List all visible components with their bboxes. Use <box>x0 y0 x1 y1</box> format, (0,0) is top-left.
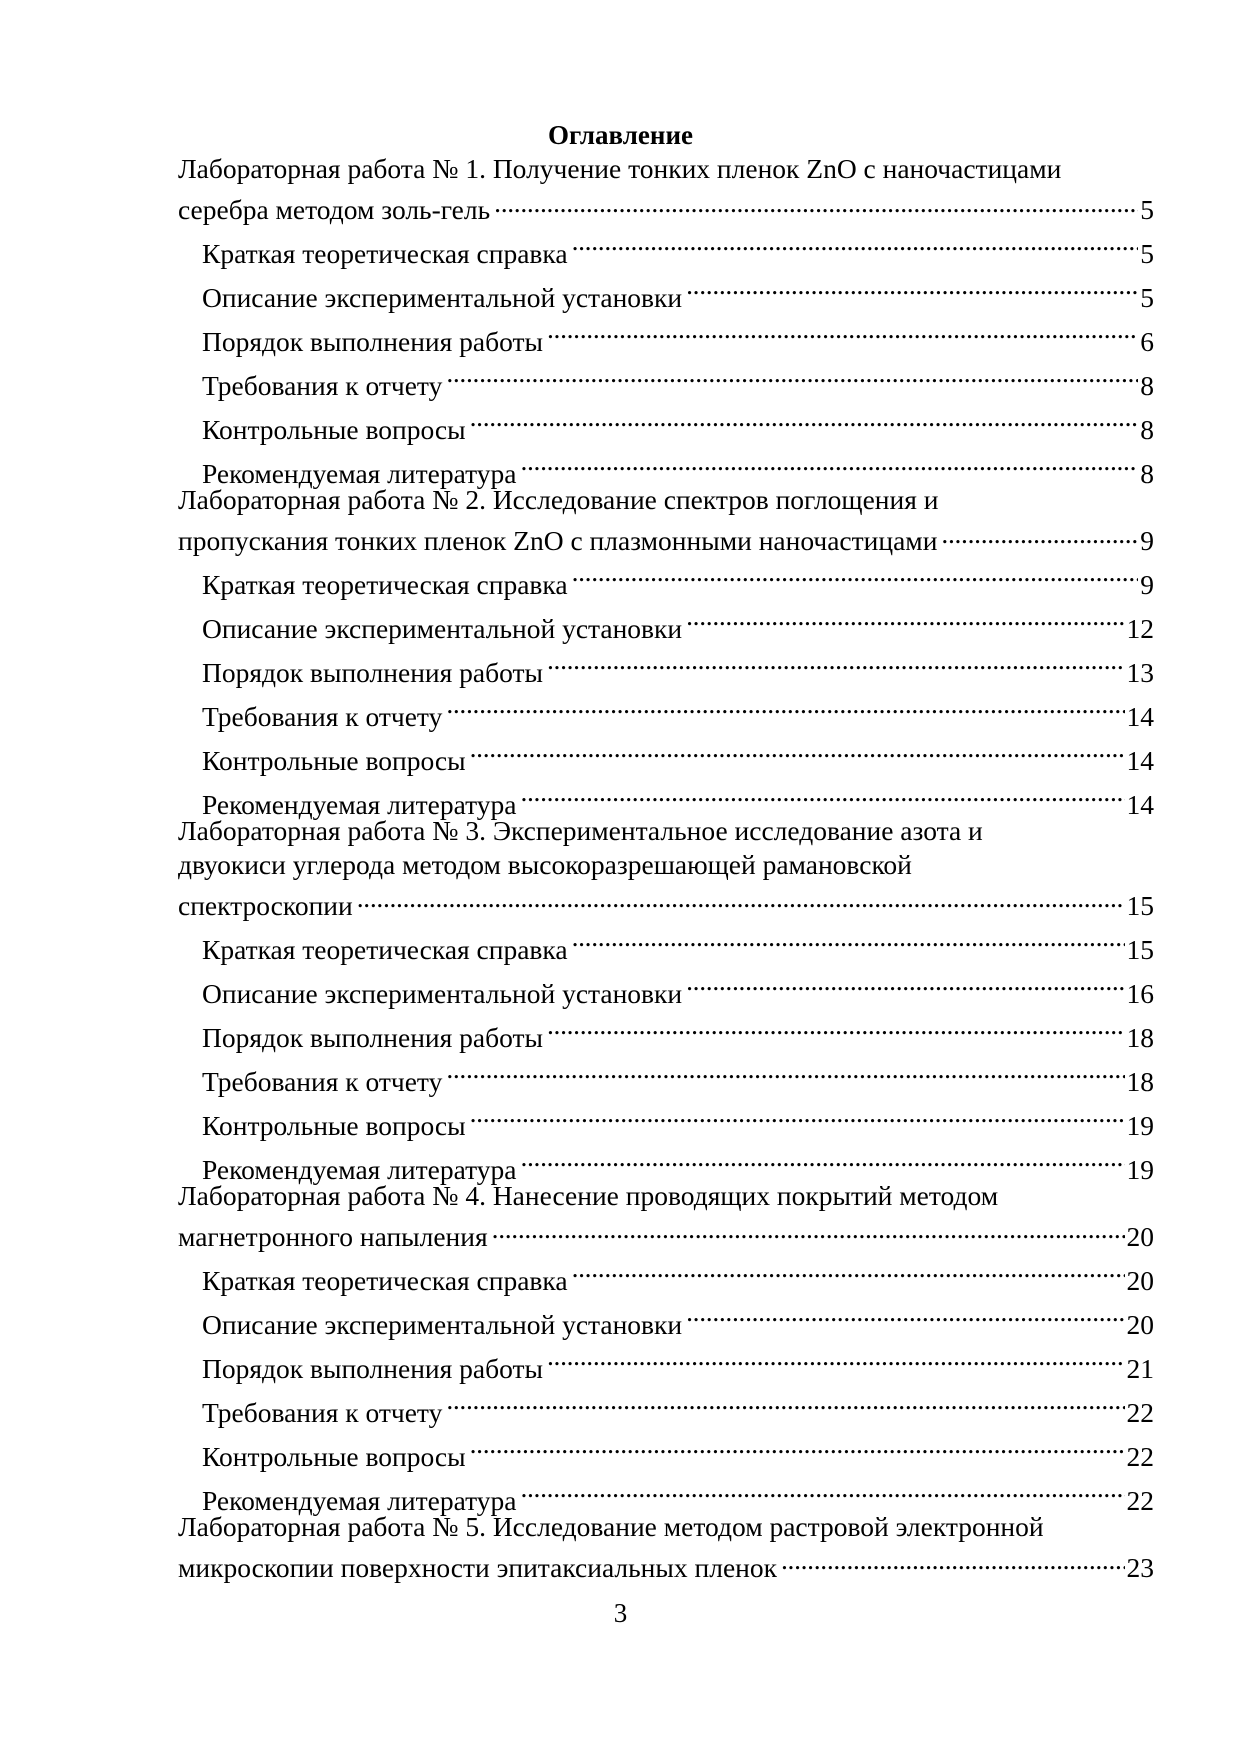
toc-entry-section[interactable] <box>178 959 1154 1009</box>
toc-entry-line <box>178 881 1154 921</box>
dot-leader <box>781 1543 1125 1577</box>
toc-entry-line <box>202 439 1154 489</box>
toc-entry-lab[interactable] <box>178 814 1154 921</box>
toc-page-number: 16 <box>1126 977 1154 1009</box>
toc-page-number: 20 <box>1126 1220 1154 1252</box>
toc-entry-text: Рекомендуемая литература <box>202 1153 517 1185</box>
toc-entry-line <box>202 395 1154 445</box>
toc-entry-line <box>202 915 1154 965</box>
toc-entry-section[interactable] <box>178 439 1154 489</box>
toc-entry-section[interactable] <box>178 1091 1154 1141</box>
toc-entry-line <box>202 1378 1154 1428</box>
toc-entry-text: Контрольные вопросы <box>202 745 466 776</box>
table-of-contents <box>178 152 1154 1583</box>
dot-leader <box>572 915 1125 959</box>
toc-entry-section[interactable] <box>178 682 1154 732</box>
toc-page-number: 22 <box>1126 1396 1154 1428</box>
toc-page-number: 5 <box>1140 238 1154 269</box>
toc-entry-line <box>202 550 1154 600</box>
toc-entry-text: Требования к отчету <box>202 1396 443 1428</box>
dot-leader <box>446 351 1138 395</box>
toc-entry-section[interactable] <box>178 1135 1154 1185</box>
toc-entry-text: Лабораторная работа № 2. Исследование спектров поглощения и <box>178 484 939 515</box>
toc-page-number: 9 <box>1140 569 1154 600</box>
toc-entry-section[interactable] <box>178 1003 1154 1053</box>
toc-entry-section[interactable] <box>178 395 1154 445</box>
dot-leader <box>446 682 1124 726</box>
toc-entry-text: Краткая теоретическая справка <box>202 933 568 965</box>
toc-entry-section[interactable] <box>178 219 1154 269</box>
page-number: 3 <box>613 1598 628 1628</box>
toc-entry-text: Требования к отчету <box>202 370 443 401</box>
toc-page-number: 21 <box>1126 1352 1154 1384</box>
toc-page-number: 23 <box>1126 1551 1154 1583</box>
toc-entry-text: микроскопии поверхности эпитаксиальных пленок <box>178 1551 777 1583</box>
toc-entry-text: Лабораторная работа № 3. Экспериментальное исследование азота и <box>178 815 983 846</box>
toc-entry-line <box>202 1246 1154 1296</box>
dot-leader <box>494 186 1138 220</box>
dot-leader <box>547 1334 1125 1378</box>
dot-leader <box>547 638 1125 682</box>
toc-page-number: 22 <box>1126 1484 1154 1516</box>
toc-entry-line <box>202 1047 1154 1097</box>
toc-entry-text: Порядок выполнения работы <box>202 326 543 357</box>
toc-entry-text: магнетронного напыления <box>178 1220 488 1252</box>
toc-entry-line <box>202 307 1154 357</box>
dot-leader <box>470 1422 1125 1466</box>
dot-leader <box>941 517 1138 551</box>
dot-leader <box>547 1003 1125 1047</box>
toc-entry-text: Требования к отчету <box>202 1065 443 1097</box>
toc-entry-lab[interactable] <box>178 483 1154 556</box>
toc-page-number: 18 <box>1126 1065 1154 1097</box>
toc-entry-line <box>202 1135 1154 1185</box>
dot-leader <box>686 263 1138 307</box>
toc-entry-text: Контрольные вопросы <box>202 1109 466 1141</box>
dot-leader <box>686 1290 1124 1334</box>
toc-entry-text: Рекомендуемая литература <box>202 789 517 820</box>
toc-entry-text: Порядок выполнения работы <box>202 657 543 688</box>
toc-entry-line <box>178 1543 1154 1583</box>
dot-leader <box>446 1378 1124 1422</box>
dot-leader <box>357 881 1125 915</box>
toc-entry-section[interactable] <box>178 594 1154 644</box>
dot-leader <box>446 1047 1124 1091</box>
toc-entry-line <box>202 263 1154 313</box>
toc-entry-line <box>202 638 1154 688</box>
toc-page-number: 19 <box>1126 1153 1154 1185</box>
toc-entry-line <box>202 770 1154 820</box>
toc-entry-section[interactable] <box>178 638 1154 688</box>
toc-entry-line <box>202 1422 1154 1472</box>
toc-page-number: 5 <box>1140 194 1154 225</box>
toc-page-number: 6 <box>1140 326 1154 357</box>
toc-entry-text: Описание экспериментальной установки <box>202 613 683 644</box>
toc-page-number: 13 <box>1126 657 1154 688</box>
dot-leader <box>547 307 1138 351</box>
dot-leader <box>470 726 1125 770</box>
dot-leader <box>520 1466 1124 1510</box>
toc-page-number: 20 <box>1126 1308 1154 1340</box>
dot-leader <box>686 594 1124 638</box>
toc-entry-line <box>178 1179 1154 1213</box>
toc-entry-line <box>178 848 1154 882</box>
toc-entry-text: Рекомендуемая литература <box>202 1484 517 1516</box>
toc-page-number: 14 <box>1126 701 1154 732</box>
toc-page-number: 15 <box>1126 933 1154 965</box>
toc-entry-lab[interactable] <box>178 152 1154 225</box>
toc-entry-section[interactable] <box>178 263 1154 313</box>
toc-entry-text: Рекомендуемая литература <box>202 458 517 489</box>
toc-entry-line <box>202 351 1154 401</box>
toc-entry-section[interactable] <box>178 1422 1154 1472</box>
toc-entry-section[interactable] <box>178 1378 1154 1428</box>
toc-entry-line <box>178 814 1154 848</box>
dot-leader <box>520 439 1138 483</box>
toc-entry-text: пропускания тонких пленок ZnO с плазмонными наночастицами <box>178 525 938 556</box>
toc-entry-lab[interactable] <box>178 1179 1154 1252</box>
toc-entry-line <box>178 483 1154 517</box>
dot-leader <box>470 395 1139 439</box>
toc-page-number: 18 <box>1126 1021 1154 1053</box>
toc-entry-text: Лабораторная работа № 1. Получение тонких пленок ZnO с наночастицами <box>178 153 1062 184</box>
dot-leader <box>492 1212 1125 1246</box>
toc-entry-text: Лабораторная работа № 4. Нанесение проводящих покрытий методом <box>178 1179 999 1211</box>
toc-entry-line <box>178 1510 1154 1544</box>
dot-leader <box>572 550 1139 594</box>
toc-title: Оглавление <box>548 120 693 150</box>
toc-page-number: 12 <box>1126 613 1154 644</box>
toc-entry-text: Контрольные вопросы <box>202 414 466 445</box>
toc-entry-section[interactable] <box>178 307 1154 357</box>
toc-entry-line <box>178 1212 1154 1252</box>
toc-entry-section[interactable] <box>178 550 1154 600</box>
toc-entry-section[interactable] <box>178 915 1154 965</box>
toc-page-number: 8 <box>1140 414 1154 445</box>
toc-entry-line <box>178 152 1154 186</box>
dot-leader <box>572 1246 1125 1290</box>
toc-page-number: 20 <box>1126 1264 1154 1296</box>
toc-entry-line <box>202 1334 1154 1384</box>
toc-entry-section[interactable] <box>178 1246 1154 1296</box>
toc-entry-section[interactable] <box>178 351 1154 401</box>
toc-entry-section[interactable] <box>178 770 1154 820</box>
toc-page-number: 22 <box>1126 1440 1154 1472</box>
toc-entry-text: Порядок выполнения работы <box>202 1352 543 1384</box>
toc-entry-section[interactable] <box>178 1334 1154 1384</box>
toc-entry-line <box>202 1003 1154 1053</box>
toc-entry-text: Описание экспериментальной установки <box>202 282 683 313</box>
toc-entry-line <box>202 219 1154 269</box>
toc-page-number: 8 <box>1140 370 1154 401</box>
toc-entry-line <box>202 959 1154 1009</box>
dot-leader <box>520 770 1124 814</box>
toc-entry-text: Требования к отчету <box>202 701 443 732</box>
toc-entry-text: Контрольные вопросы <box>202 1440 466 1472</box>
toc-entry-line <box>202 726 1154 776</box>
toc-page-number: 14 <box>1126 789 1154 820</box>
toc-entry-line <box>202 682 1154 732</box>
toc-entry-text: Краткая теоретическая справка <box>202 1264 568 1296</box>
toc-entry-text: серебра методом золь-гель <box>178 194 491 225</box>
toc-entry-text: Краткая теоретическая справка <box>202 238 568 269</box>
toc-entry-line <box>178 186 1154 225</box>
toc-page-number: 9 <box>1140 525 1154 556</box>
dot-leader <box>470 1091 1125 1135</box>
toc-entry-line <box>178 517 1154 556</box>
toc-entry-line <box>202 594 1154 644</box>
toc-entry-lab[interactable] <box>178 1510 1154 1583</box>
toc-page-number: 14 <box>1126 745 1154 776</box>
toc-entry-text: спектроскопии <box>178 889 353 921</box>
toc-entry-text: Порядок выполнения работы <box>202 1021 543 1053</box>
toc-page-number: 5 <box>1140 282 1154 313</box>
toc-entry-text: двуокиси углерода методом высокоразрешающей рамановской <box>178 848 912 880</box>
toc-entry-text: Краткая теоретическая справка <box>202 569 568 600</box>
toc-entry-line <box>202 1466 1154 1516</box>
toc-entry-section[interactable] <box>178 1290 1154 1340</box>
toc-page-number: 8 <box>1140 458 1154 489</box>
toc-entry-line <box>202 1290 1154 1340</box>
toc-entry-text: Лабораторная работа № 5. Исследование методом растровой электронной <box>178 1510 1044 1542</box>
dot-leader <box>572 219 1139 263</box>
dot-leader <box>520 1135 1124 1179</box>
toc-entry-section[interactable] <box>178 1466 1154 1516</box>
toc-entry-section[interactable] <box>178 1047 1154 1097</box>
toc-page-number: 19 <box>1126 1109 1154 1141</box>
toc-entry-section[interactable] <box>178 726 1154 776</box>
toc-page-number: 15 <box>1126 889 1154 921</box>
toc-entry-text: Описание экспериментальной установки <box>202 977 683 1009</box>
toc-entry-line <box>202 1091 1154 1141</box>
dot-leader <box>686 959 1124 1003</box>
toc-entry-text: Описание экспериментальной установки <box>202 1308 683 1340</box>
